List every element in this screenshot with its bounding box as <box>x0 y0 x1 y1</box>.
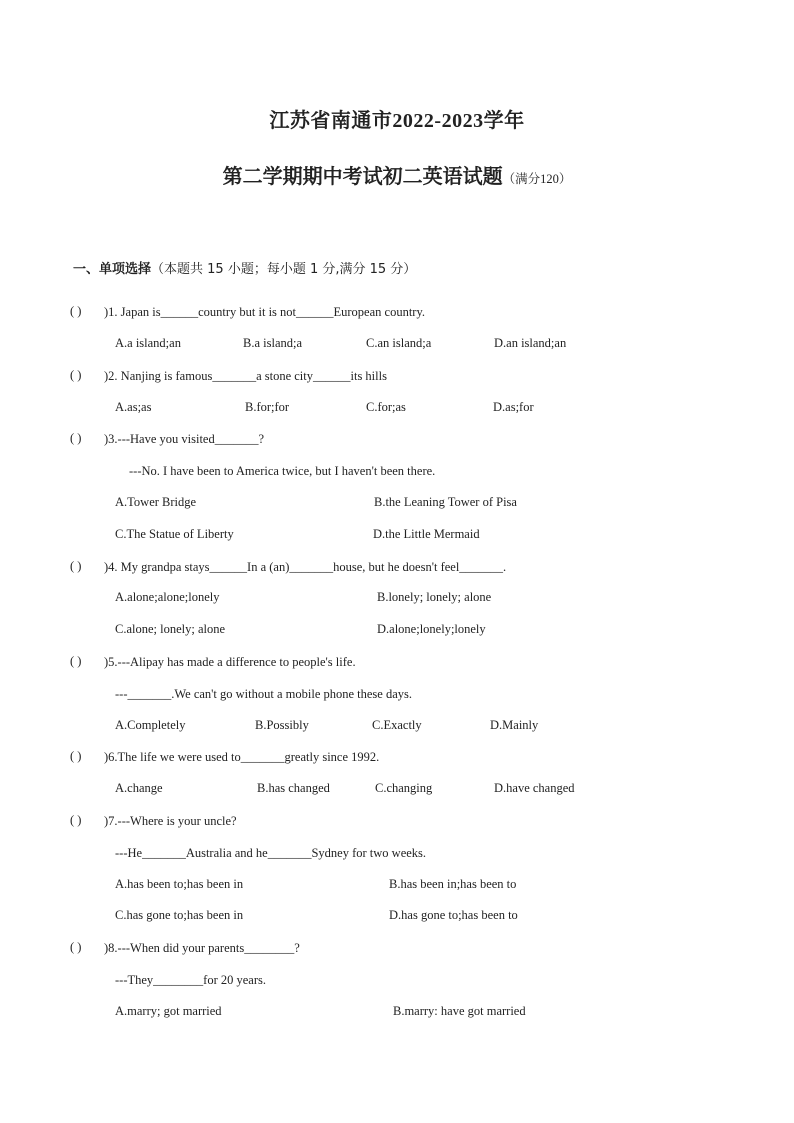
answer-paren: ( ) <box>70 940 82 954</box>
answer-paren: ( ) <box>70 431 82 445</box>
q6-option-c: C.changing <box>375 781 433 795</box>
q7-option-c: C.has gone to;has been in <box>115 908 244 922</box>
exam-title-line2 <box>0 160 794 189</box>
q4-option-a: A.alone;alone;lonely <box>115 590 220 604</box>
q4-option-c: C.alone; lonely; alone <box>115 622 226 636</box>
q8-option-a: A.marry; got married <box>115 1004 222 1018</box>
q1-option-a: A.a island;an <box>115 336 181 350</box>
q3-option-a: A.Tower Bridge <box>115 495 197 509</box>
q3-option-b: B.the Leaning Tower of Pisa <box>374 495 517 509</box>
q1-option-c: C.an island;a <box>366 336 432 350</box>
q1-option-d: D.an island;an <box>494 336 567 350</box>
q7-option-a: A.has been to;has been in <box>115 877 244 891</box>
section-note: （本题共 15 小题；每小题 1 分,满分 15 分） <box>151 262 417 277</box>
q7-option-b: B.has been in;has been to <box>389 877 517 891</box>
question-5-stem: )5.---Alipay has made a difference to people's life. <box>104 655 356 669</box>
question-3-stem: )3.---Have you visited_______? <box>104 432 265 446</box>
question-7-reply: ---He_______Australia and he_______Sydney for two weeks. <box>115 846 427 860</box>
answer-paren: ( ) <box>70 304 82 318</box>
question-2-stem: )2. Nanjing is famous_______a stone city______its hills <box>104 369 387 383</box>
answer-paren: ( ) <box>70 559 82 573</box>
exam-title-text: 第二学期期中考试初二英语试题 <box>222 166 503 188</box>
q2-option-a: A.as;as <box>115 400 152 414</box>
question-3-reply: ---No. I have been to America twice, but I haven't been there. <box>129 464 436 478</box>
section-title: 一、单项选择 <box>73 262 152 277</box>
answer-paren: ( ) <box>70 654 82 668</box>
q2-option-d: D.as;for <box>493 400 534 414</box>
q5-option-d: D.Mainly <box>490 718 539 732</box>
question-7-stem: )7.---Where is your uncle? <box>104 814 237 828</box>
question-8-stem: )8.---When did your parents________? <box>104 941 300 955</box>
q2-option-b: B.for;for <box>245 400 290 414</box>
question-6-stem: )6.The life we were used to_______greatly since 1992. <box>104 750 380 764</box>
exam-title-line1: 江苏省南通市2022-2023学年 <box>269 110 525 132</box>
section-heading <box>73 258 416 277</box>
q4-option-b: B.lonely; lonely; alone <box>377 590 492 604</box>
question-4-stem: )4. My grandpa stays______In a (an)_______house, but he doesn't feel_______. <box>104 560 507 574</box>
q2-option-c: C.for;as <box>366 400 406 414</box>
q4-option-d: D.alone;lonely;lonely <box>377 622 486 636</box>
q3-option-d: D.the Little Mermaid <box>373 527 480 541</box>
question-1-stem: )1. Japan is______country but it is not______European country. <box>104 305 426 319</box>
q8-option-b: B.marry: have got married <box>393 1004 526 1018</box>
answer-paren: ( ) <box>70 368 82 382</box>
exam-score-note: （满分120） <box>502 172 572 186</box>
question-8-reply: ---They________for 20 years. <box>115 973 266 987</box>
q5-option-a: A.Completely <box>115 718 186 732</box>
q6-option-a: A.change <box>115 781 163 795</box>
question-5-reply: ---_______.We can't go without a mobile phone these days. <box>115 687 413 701</box>
answer-paren: ( ) <box>70 749 82 763</box>
q6-option-b: B.has changed <box>257 781 330 795</box>
q6-option-d: D.have changed <box>494 781 575 795</box>
q5-option-b: B.Possibly <box>255 718 309 732</box>
q7-option-d: D.has gone to;has been to <box>389 908 518 922</box>
q1-option-b: B.a island;a <box>243 336 303 350</box>
answer-paren: ( ) <box>70 813 82 827</box>
q5-option-c: C.Exactly <box>372 718 422 732</box>
q3-option-c: C.The Statue of Liberty <box>115 527 234 541</box>
